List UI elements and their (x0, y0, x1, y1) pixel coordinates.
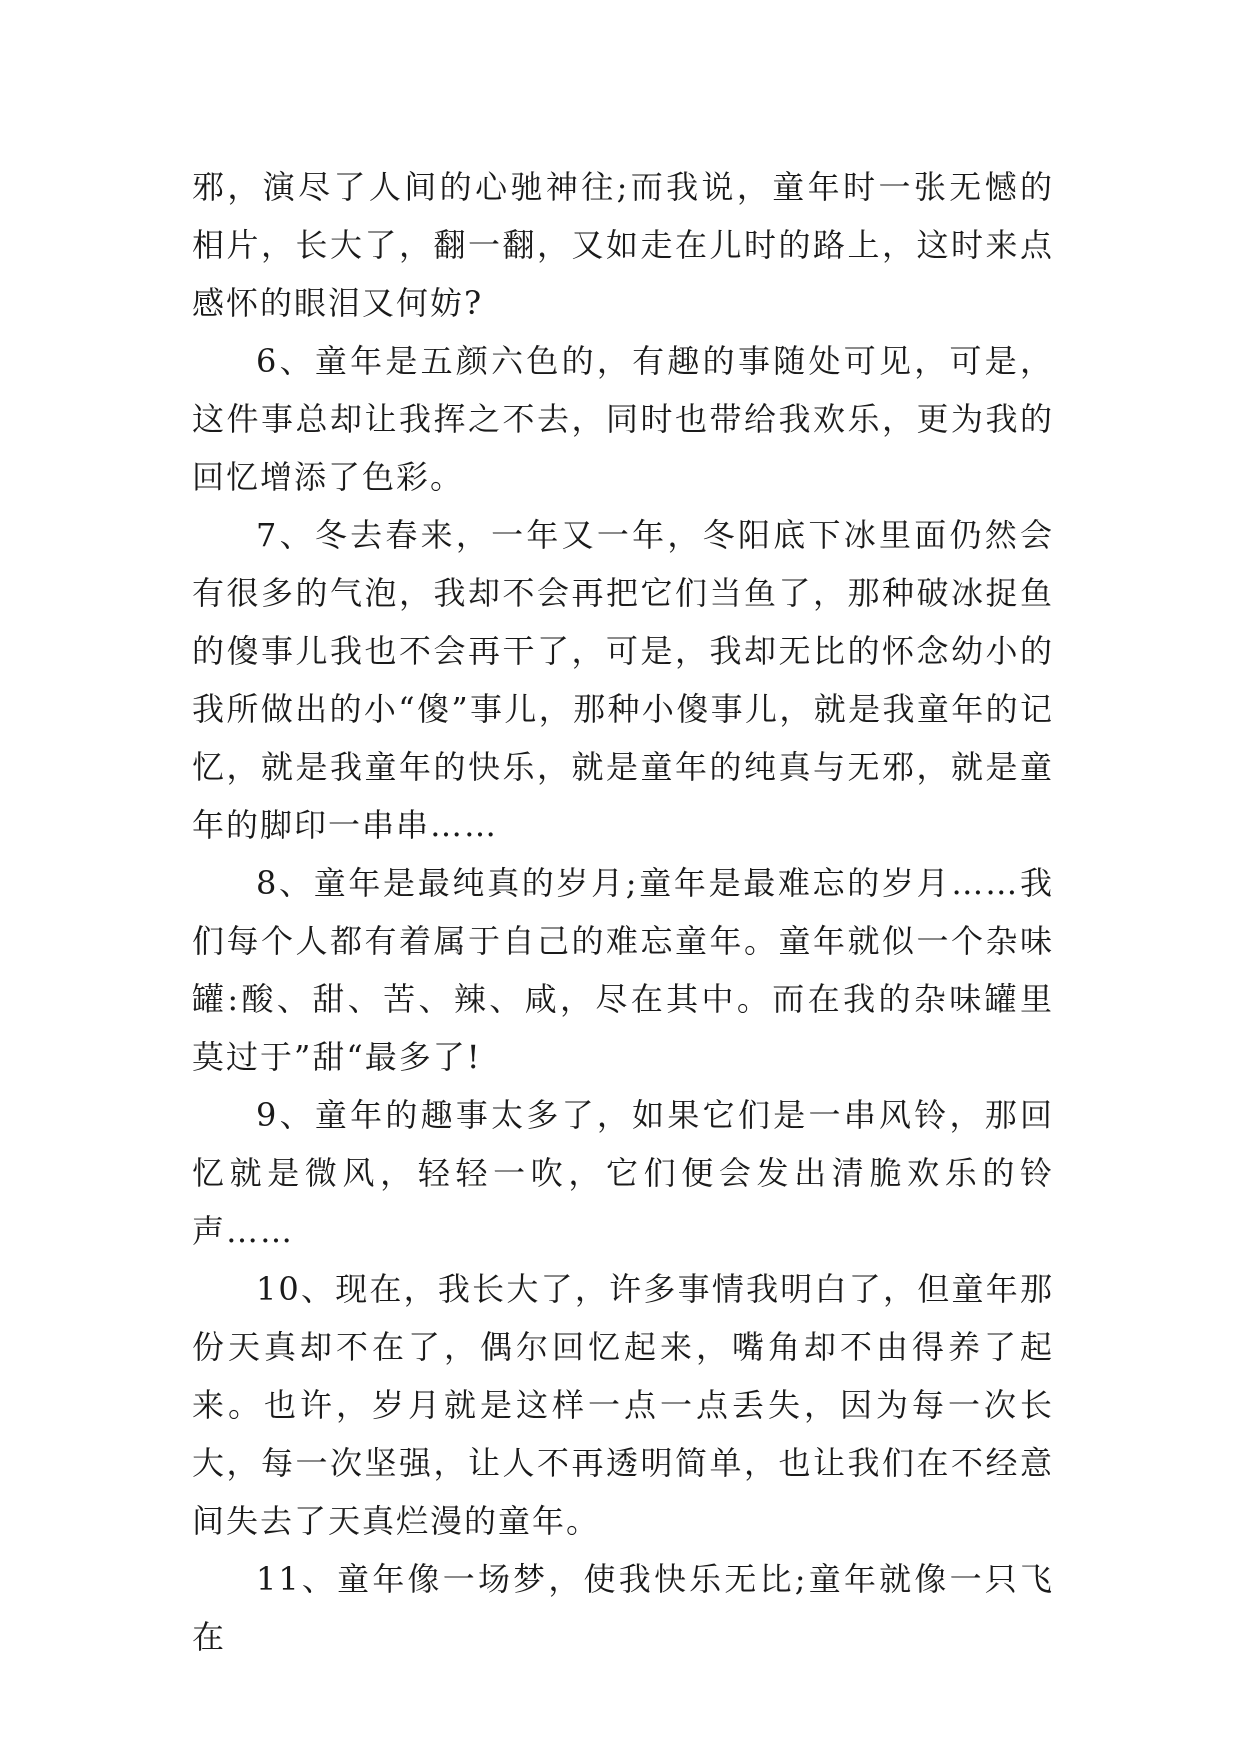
paragraph-item-10: 10、现在，我长大了，许多事情我明白了，但童年那份天真却不在了，偶尔回忆起来，嘴角却不由得养了起来。也许，岁月就是这样一点一点丢失，因为每一次长大，每一次坚强，让人不再透明简单，也让我们在不经意间失去了天真烂漫的童年。 (192, 1270, 1054, 1540)
paragraph-item-11: 11、童年像一场梦，使我快乐无比;童年就像一只飞在 (192, 1560, 1054, 1656)
paragraph-item-7: 7、冬去春来，一年又一年，冬阳底下冰里面仍然会有很多的气泡，我却不会再把它们当鱼了，那种破冰捉鱼的傻事儿我也不会再干了，可是，我却无比的怀念幼小的我所做出的小“傻”事儿，那种小傻事儿，就是我童年的记忆，就是我童年的快乐，就是童年的纯真与无邪，就是童年的脚印一串串…… (192, 516, 1054, 844)
paragraph-item-9: 9、童年的趣事太多了，如果它们是一串风铃，那回忆就是微风，轻轻一吹，它们便会发出清脆欢乐的铃声…… (192, 1096, 1054, 1250)
paragraph-item-6: 6、童年是五颜六色的，有趣的事随处可见，可是，这件事总却让我挥之不去，同时也带给我欢乐，更为我的回忆增添了色彩。 (192, 342, 1054, 496)
paragraph-item-8: 8、童年是最纯真的岁月;童年是最难忘的岁月……我们每个人都有着属于自己的难忘童年。童年就似一个杂味罐:酸、甜、苦、辣、咸，尽在其中。而在我的杂味罐里莫过于”甜“最多了! (192, 864, 1054, 1076)
document-body (192, 158, 1054, 1666)
paragraph-continuation: 邪，演尽了人间的心驰神往;而我说，童年时一张无憾的相片，长大了，翻一翻，又如走在儿时的路上，这时来点感怀的眼泪又何妨? (192, 168, 1054, 322)
